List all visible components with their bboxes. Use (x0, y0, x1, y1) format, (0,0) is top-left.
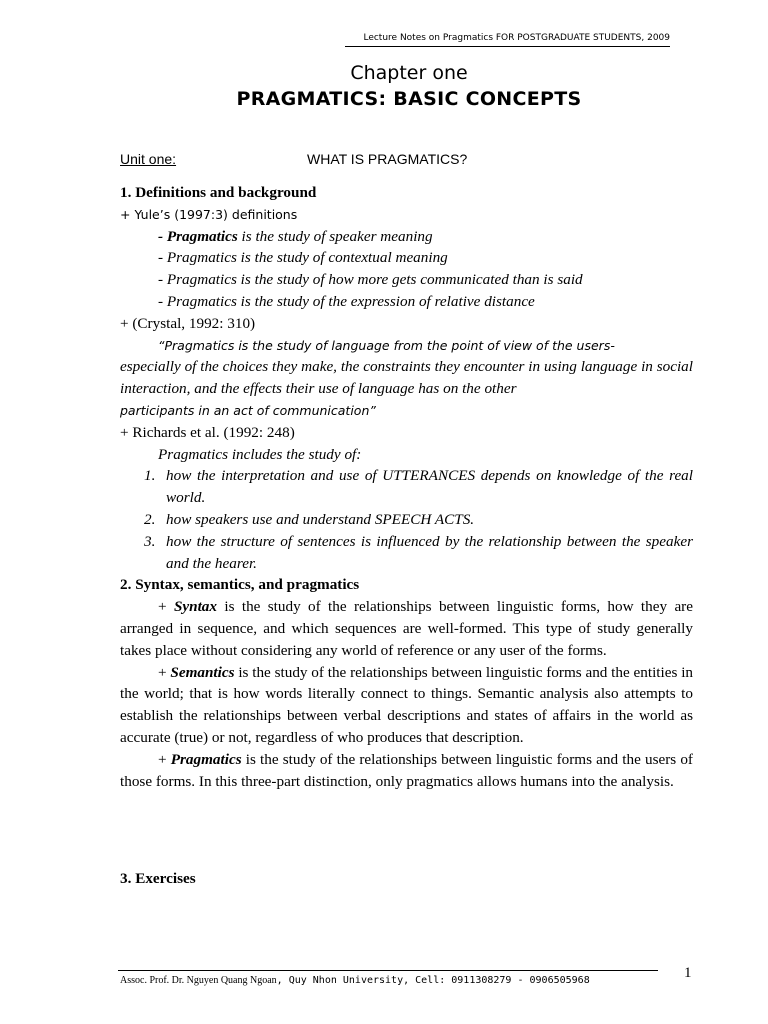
footer-rule (118, 970, 658, 971)
running-header: Lecture Notes on Pragmatics FOR POSTGRADUATE STUDENTS, 2009 (363, 33, 670, 43)
pragmatics-term: Pragmatics (170, 750, 242, 768)
list-item-text: how the interpretation and use of UTTERANCES depends on knowledge of the real world. (166, 467, 693, 507)
semantics-paragraph (120, 662, 693, 749)
semantics-plus: + (158, 663, 171, 681)
chapter-number: Chapter one (350, 62, 468, 84)
list-item-number: 3. (144, 532, 156, 550)
pragmatics-text: is the study of the relationships between linguistic forms and the users of those forms. In this three-part distinction, only pragmatics allows humans into the analysis. (120, 750, 693, 790)
section-heading-syntax-semantics: 2. Syntax, semantics, and pragmatics (120, 576, 360, 594)
syntax-term: Syntax (173, 598, 217, 616)
section-heading-definitions: 1. Definitions and background (120, 184, 317, 201)
footer-contact: , Quy Nhon University, Cell: 0911308279 - 0906505968 (276, 975, 590, 986)
list-item-text: how speakers use and understand SPEECH ACTS. (166, 510, 475, 528)
crystal-intro: + (Crystal, 1992: 310) (120, 314, 256, 332)
document-body (120, 182, 693, 890)
page-number: 1 (684, 965, 692, 981)
richards-lead: Pragmatics includes the study of: (158, 445, 362, 463)
yule-definition-1-dash: - (158, 227, 167, 245)
yule-intro: + Yule’s (1997:3) definitions (120, 206, 298, 222)
list-item (120, 531, 693, 575)
list-item-number: 2. (144, 510, 156, 528)
crystal-quote-body: especially of the choices they make, the constraints they encounter in using language in social interaction, and the effects their use of language has on the other (120, 358, 693, 398)
pragmatics-paragraph (120, 749, 693, 793)
crystal-quote-line1: “Pragmatics is the study of language from the point of view of the users- (158, 337, 615, 353)
unit-label: Unit one: (120, 151, 177, 167)
richards-list (120, 465, 693, 574)
list-item-text: how the structure of sentences is influenced by the relationship between the speaker and the hearer. (166, 532, 693, 572)
yule-definition-1-term: Pragmatics (166, 227, 238, 245)
semantics-text: is the study of the relationships between linguistic forms and the entities in the world; that is how words literally connect to things. Semantic analysis also attempts to establish the relationships between verbal descriptions and states of affairs in the world as accurate (true) or not, regardless of who produces that description. (120, 663, 694, 746)
syntax-paragraph (120, 596, 693, 661)
footer-author: Assoc. Prof. Dr. Nguyen Quang Ngoan (120, 975, 277, 986)
section-heading-exercises: 3. Exercises (120, 870, 196, 888)
header-rule (345, 46, 670, 47)
pragmatics-plus: + (158, 750, 171, 768)
list-item (120, 509, 693, 531)
list-item-number: 1. (144, 467, 156, 485)
yule-definition-4: - Pragmatics is the study of the expression of relative distance (158, 292, 535, 310)
yule-definition-3: - Pragmatics is the study of how more gets communicated than is said (158, 271, 583, 289)
list-item (120, 465, 693, 509)
yule-definition-1-text: is the study of speaker meaning (237, 227, 433, 245)
footer (120, 975, 590, 986)
spacer (120, 792, 693, 868)
syntax-text: is the study of the relationships between linguistic forms, how they are arranged in sequence, and which sequences are well-formed. This type of study generally takes place without considering any world of reference or any user of the forms. (120, 598, 693, 659)
crystal-quote-end: participants in an act of communication” (120, 402, 376, 418)
chapter-title: PRAGMATICS: BASIC CONCEPTS (236, 88, 582, 110)
syntax-plus: + (158, 598, 174, 616)
richards-intro: + Richards et al. (1992: 248) (120, 423, 295, 441)
unit-title: WHAT IS PRAGMATICS? (307, 151, 468, 167)
semantics-term: Semantics (170, 663, 235, 681)
yule-definition-2: - Pragmatics is the study of contextual meaning (158, 249, 448, 267)
yule-definition-1 (120, 226, 693, 248)
